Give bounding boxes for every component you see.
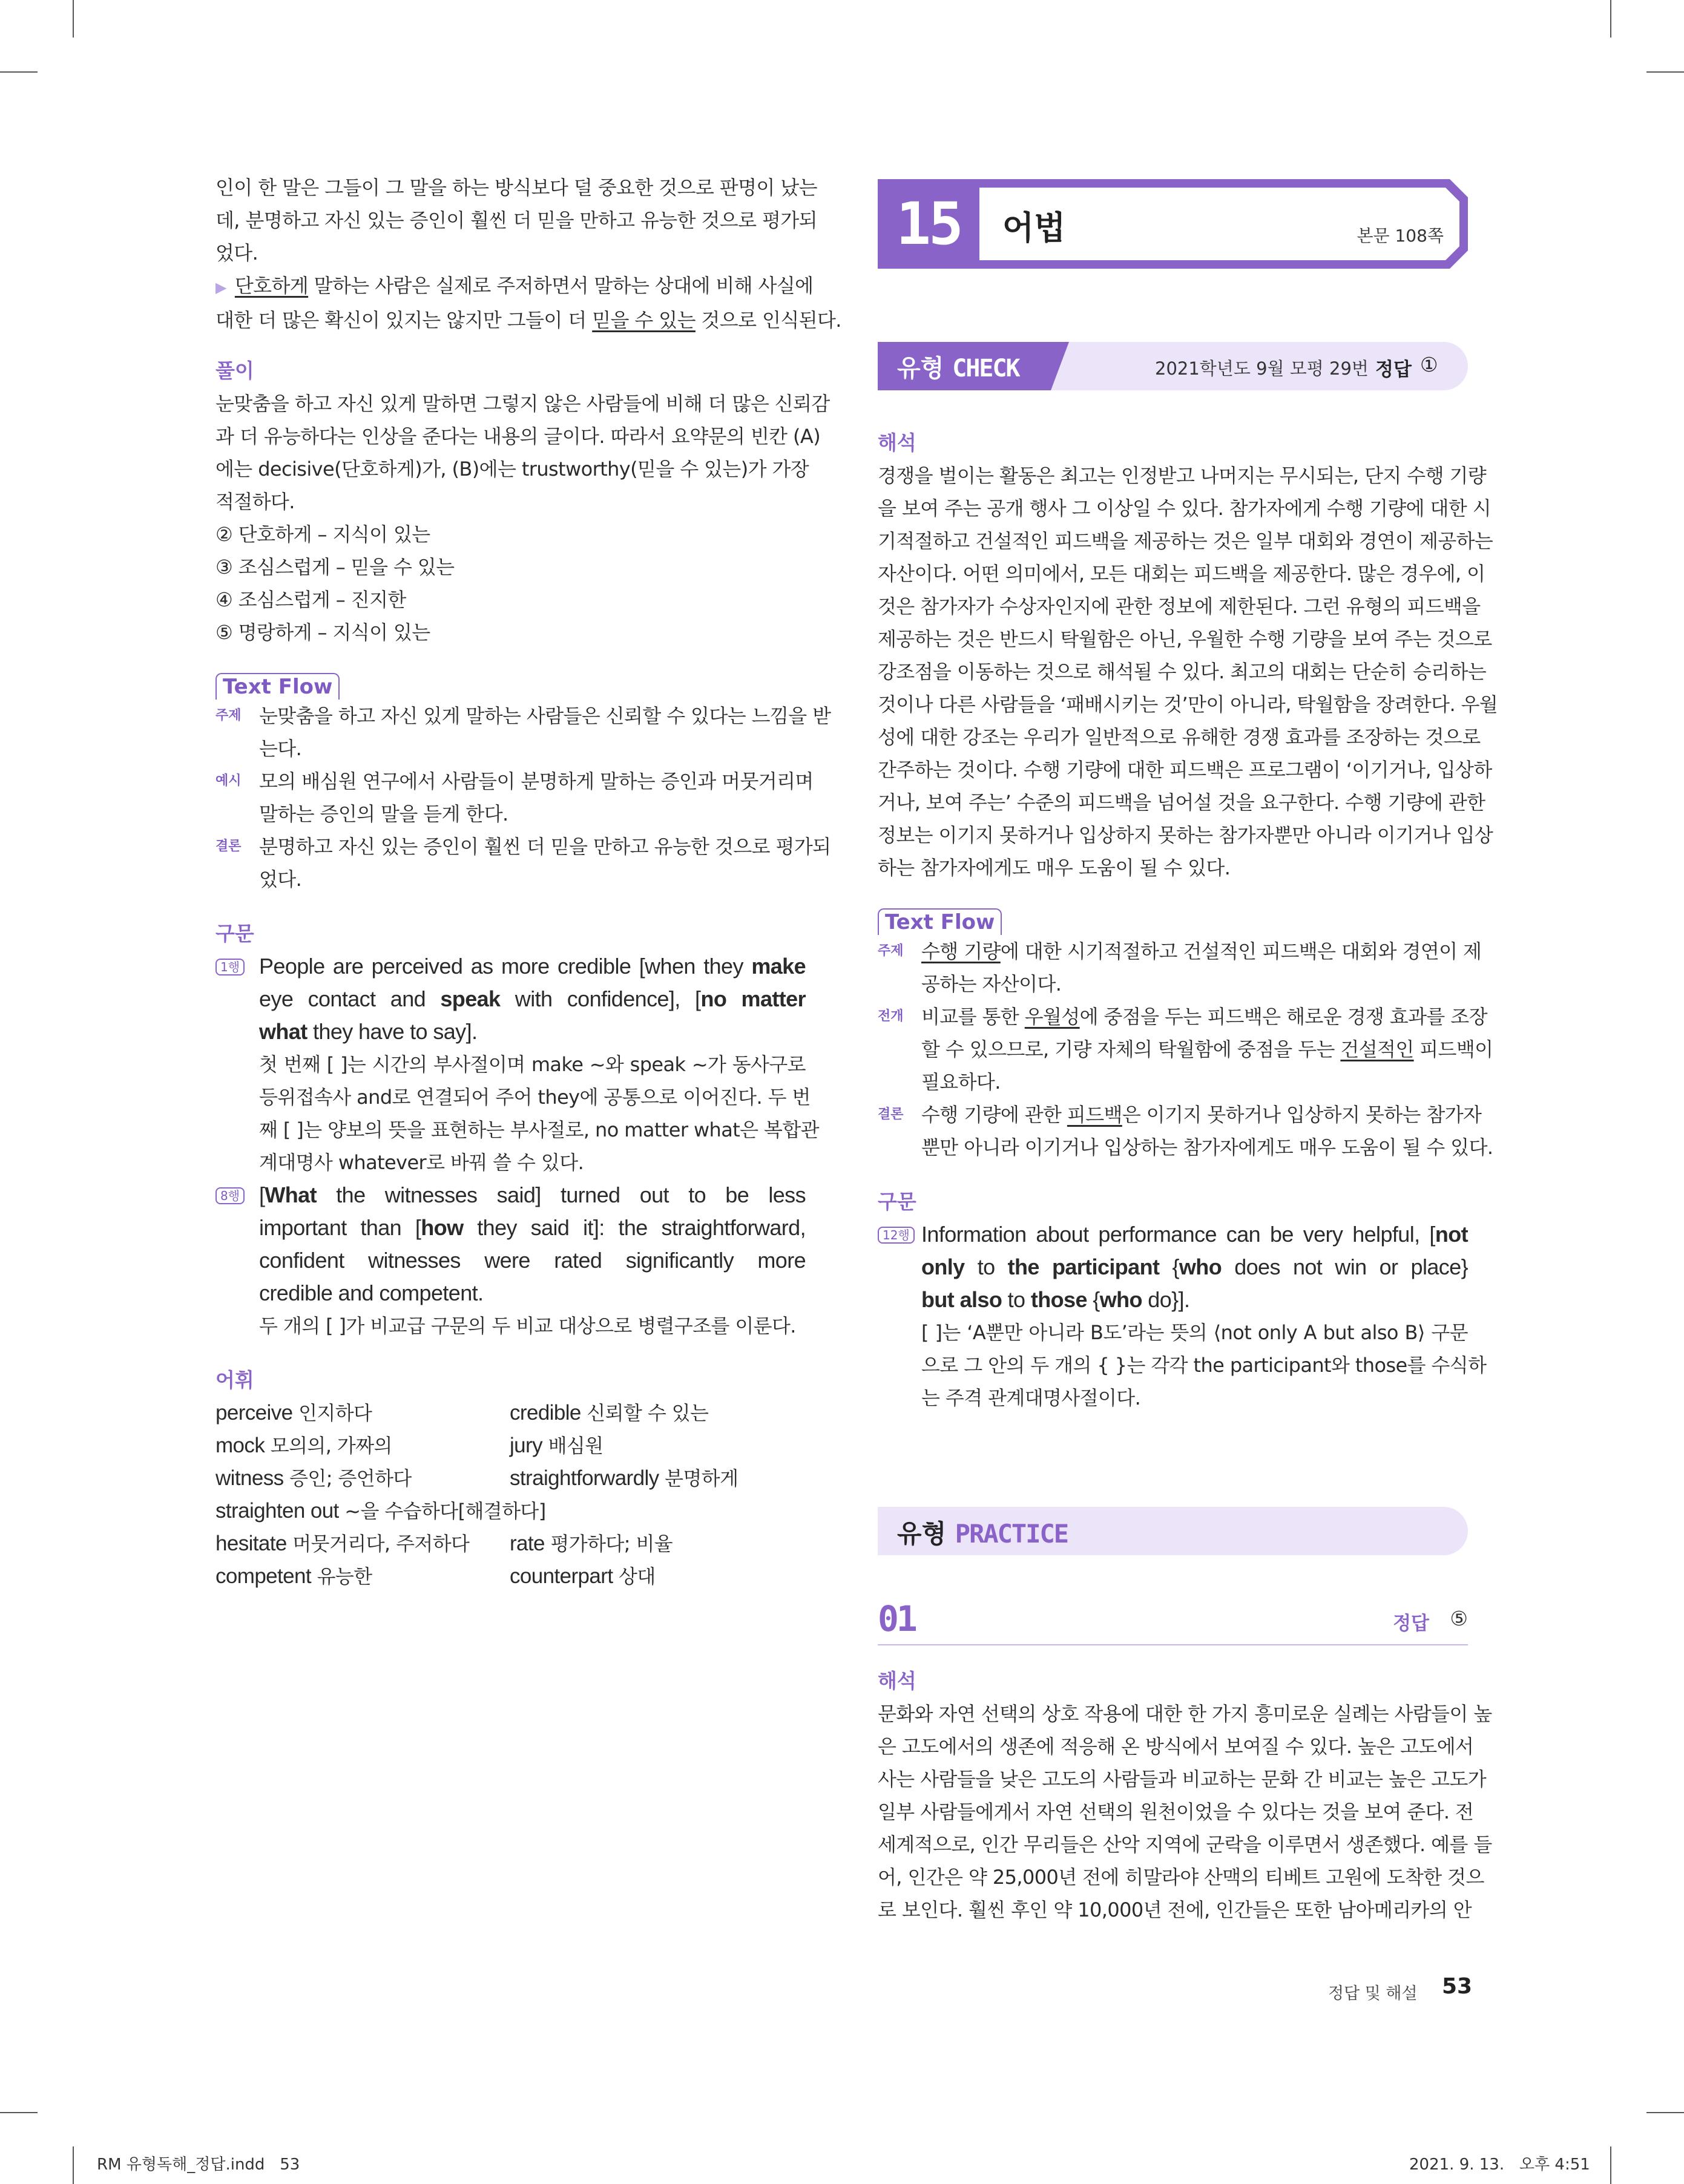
grammar-item: 8행 [What the witnesses said] turned out to be less important than [how they said it]: the straightforward, confident witnesses were rated significantly more credible and competent. 두 개의 [ ]가 비교급 구문의 두 비교 대상으로 병렬구조를 이룬다. [215,1179,806,1342]
vocab-row: witness 증인; 증언하다 straightforwardly 분명하게 [215,1466,738,1490]
check-translation-section: 해석 경쟁을 벌이는 활동은 최고는 인정받고 나머지는 무시되는, 단지 수행 기량 을 보여 주는 공개 행사 그 이상일 수 있다. 참가자에게 수행 기량에 대한 시 기적절하고 건설적인 피드백을 제공하는 것은 일부 대회와 경연이 제공하는 자산이다. 어떤 의미에서, 모든 대회는 피드백을 제공한다. 많은 경우에, 이 것은 참가자가 수상자인지에 관한 정보에 제한된다. 그런 유형의 피드백을 제공하는 것은 반드시 탁월함은 아닌, 우월한 수행 기량을 보여 주는 것으로 강조점을 이동하는 것으로 해석될 수 있다. 최고의 대회는 단순히 승리하는 것이나 다른 사람들을 ‘패배시키는 것’만이 아니라, 탁월함을 장려한다. 우월 성에 대한 강조는 우리가 일반적으로 유해한 경쟁 효과를 조장하는 것으로 간주하는 것이다. 수행 기량에 대한 피드백은 프로그램이 ‘이기거나, 입상하 거나, 보여 주는’ 수준의 피드백을 넘어설 것을 요구한다. 수행 기량에 관한 정보는 이기지 못하거나 입상하지 못하는 참가자뿐만 아니라 이기거나 입상 하는 참가자에게도 매우 도움이 될 수 있다. Text Flow 주제 수행 기량에 대한 시기적절하고 건설적인 피드백은 대회와 경연이 제 공하는 자산이다. 전개 비교를 통한 우월성에 중점을 두는 피드백은 해로운 경쟁 효과를 조장 할 수 있으므로, 기량 자체의 탁월함에 중점을 두는 건설적인 피드백이 필요하다. 결론 수행 기량에 관한 피드백은 이기지 못하거나 입상하지 못하는 참가자 뿐만 아니라 이기거나 입상하는 참가자에게도 매우 도움이 될 수 있다. 구문 12행 Information about performance can be very helpful, [not only to the participant {who does not win or place} but also to those {who do}]. [ ]는 ‘A뿐만 아니라 B도’라는 뜻의 ⟨not only A but also B⟩ 구문 으로 그 안의 두 개의 { }는 각각 the participant와 those를 수식하 는 주격 관계대명사절이다. [878,427,1468,1414]
vocab-row: competent 유능한 counterpart 상대 [215,1564,656,1588]
text-flow-tag: 예시 [215,773,242,789]
text-flow-tag: 주제 [878,943,904,959]
crop-mark [1646,71,1684,73]
crop-mark [73,0,74,38]
text-flow-row: 주제 눈맞춤을 하고 자신 있게 말하는 사람들은 신뢰할 수 있다는 느낌을 받 는다. [215,700,806,765]
practice-bar [878,1507,1468,1555]
check-source: 2021학년도 9월 모평 29번 [1155,358,1369,379]
grammar-item: 1행 People are perceived as more credible [when they make eye contact and speak with confidence], [no matter what they have to say]. 첫 번째 [ ]는 시간의 부사절이며 make ~와 speak ~가 동사구로 등위접속사 and로 연결되어 주어 they에 공통으로 이어진다. 두 번 째 [ ]는 양보의 뜻을 표현하는 부사절로, no matter what은 복합관 계대명사 whatever로 바꿔 쓸 수 있다. [215,950,806,1179]
text-flow-badge: Text Flow [215,673,340,700]
text-flow-section [215,673,831,896]
text-flow-row: 결론 분명하고 자신 있는 증인이 훨씬 더 믿을 만하고 유능한 것으로 평가되 었다. [215,830,806,896]
chapter-page-ref: 본문 108쪽 [1357,226,1444,246]
chapter-number: 15 [896,190,961,258]
grammar-heading: 구문 [878,1190,916,1213]
option-list [215,518,806,649]
triangle-icon: ▶ [215,279,226,296]
vocab-row: hesitate 머뭇거리다, 주저하다 rate 평가하다; 비율 [215,1532,673,1555]
crop-mark [73,2146,74,2184]
translation-heading: 해석 [878,431,916,454]
line-number-badge: 1행 [215,959,245,976]
translation-heading: 해석 [878,1669,916,1693]
explanation-paragraph [215,387,830,518]
vocab-list [215,1397,806,1593]
text-flow-row: 전개 비교를 통한 우월성에 중점을 두는 피드백은 해로운 경쟁 효과를 조장 할 수 있으므로, 기량 자체의 탁월함에 중점을 두는 건설적인 피드백이 필요하다. [878,1000,1468,1098]
vocab-row: mock 모의의, 가짜의 jury 배심원 [215,1434,604,1457]
question-header [878,1595,1468,1645]
text-line: 적절하다. [215,490,295,513]
text-flow-tag: 전개 [878,1009,904,1024]
check-label: 유형 CHECK [897,355,1019,382]
footer-section-label: 정답 및 해설 [1328,1984,1418,2003]
vocab-row: perceive 인지하다 credible 신뢰할 수 있는 [215,1401,709,1425]
text-flow-section [878,908,1493,1164]
text-line: 대한 더 많은 확신이 있지는 않지만 그들이 더 믿을 수 있는 것으로 인식된다. [215,309,841,332]
check-answer: ① [1420,353,1438,376]
question-answer: ⑤ [1450,1607,1468,1630]
answer-label: 정답 [1375,359,1412,381]
blank-answer-b: 믿을 수 있는 [592,309,696,332]
crop-mark [1646,2112,1684,2113]
text-line: ▶ 단호하게 말하는 사람은 실제로 주저하면서 말하는 상대에 비해 사실에 [215,274,814,297]
text-flow-row: 결론 수행 기량에 관한 피드백은 이기지 못하거나 입상하지 못하는 참가자 뿐만 아니라 이기거나 입상하는 참가자에게도 매우 도움이 될 수 있다. [878,1098,1468,1164]
option-item: ④ 조심스럽게 – 진지한 [215,588,406,611]
grammar-heading: 구문 [215,922,254,945]
blank-answer-a: 단호하게 [234,274,309,297]
text-line: 에는 decisive(단호하게)가, (B)에는 trustworthy(믿을 수 있는)가 가장 [215,457,809,480]
text-flow-tag: 결론 [215,839,242,854]
option-item: ② 단호하게 – 지식이 있는 [215,523,430,546]
chapter-title: 어법 [1002,209,1066,247]
text-flow-tag: 결론 [878,1107,904,1122]
text-flow-row: 주제 수행 기량에 대한 시기적절하고 건설적인 피드백은 대회와 경연이 제 공하는 자산이다. [878,935,1468,1000]
crop-mark [1610,0,1611,38]
question-number: 01 [878,1598,915,1639]
option-item: ③ 조심스럽게 – 믿을 수 있는 [215,556,455,579]
text-line: 었다. [215,241,258,264]
text-line: 과 더 유능하다는 인상을 준다는 내용의 글이다. 따라서 요약문의 빈칸 (A) [215,425,821,448]
summary-paragraph [215,269,841,336]
crop-mark [0,71,38,73]
line-number-badge: 8행 [215,1187,245,1204]
text-flow-row: 예시 모의 배심원 연구에서 사람들이 분명하게 말하는 증인과 머뭇거리며 말하는 증인의 말을 듣게 한다. [215,765,806,830]
question-translation-section: 해석 문화와 자연 선택의 상호 작용에 대한 한 가지 흥미로운 실례는 사람들이 높 은 고도에서의 생존에 적응해 온 방식에서 보여질 수 있다. 높은 고도에서 사는 사람들을 낮은 고도의 사람들과 비교하는 문화 간 비교는 높은 고도가 일부 사람들에게서 자연 선택의 원천이었을 수 있다는 것을 보여 준다. 전 세계적으로, 인간 무리들은 산악 지역에 군락을 이루면서 생존했다. 예를 들 어, 인간은 약 25,000년 전에 히말라야 산맥의 티베트 고원에 도착한 것으 로 보인다. 훨씬 후인 약 10,000년 전에, 인간들은 또한 남아메리카의 안 [878,1665,1468,1926]
practice-label: 유형 PRACTICE [897,1519,1068,1549]
intro-paragraph [215,171,817,269]
file-name: RM 유형독해_정답.indd 53 [97,2156,300,2174]
text-flow-badge: Text Flow [878,908,1002,935]
print-timestamp: 2021. 9. 13. 오후 4:51 [1409,2156,1590,2174]
text-line: 데, 분명하고 자신 있는 증인이 훨씬 더 믿을 만하고 유능한 것으로 평가되 [215,209,817,232]
explanation-heading: 풀이 [215,359,254,382]
chapter-header [878,179,1468,269]
vocab-row: straighten out ~을 수습하다[해결하다] [215,1499,546,1523]
check-bar [878,342,1468,390]
line-number-badge: 12행 [878,1227,915,1244]
text-line: 인이 한 말은 그들이 그 말을 하는 방식보다 덜 중요한 것으로 판명이 났는 [215,176,817,199]
left-column [215,171,841,1593]
text-line: 눈맞춤을 하고 자신 있게 말하면 그렇지 않은 사람들에 비해 더 많은 신뢰감 [215,392,830,415]
grammar-item: 12행 Information about performance can be very helpful, [not only to the participant {who does not win or place} but also to those {who do}]. [ ]는 ‘A뿐만 아니라 B도’라는 뜻의 ⟨not only A but also B⟩ 구문 으로 그 안의 두 개의 { }는 각각 the participant와 those를 수식하 는 주격 관계대명사절이다. [878,1218,1468,1414]
vocab-heading: 어휘 [215,1368,254,1392]
crop-mark [1610,2146,1611,2184]
text-flow-tag: 주제 [215,708,242,723]
option-item: ⑤ 명랑하게 – 지식이 있는 [215,621,430,644]
answer-label: 정답 [1393,1613,1429,1635]
page-number: 53 [1442,1974,1473,1999]
crop-mark [0,2112,38,2113]
